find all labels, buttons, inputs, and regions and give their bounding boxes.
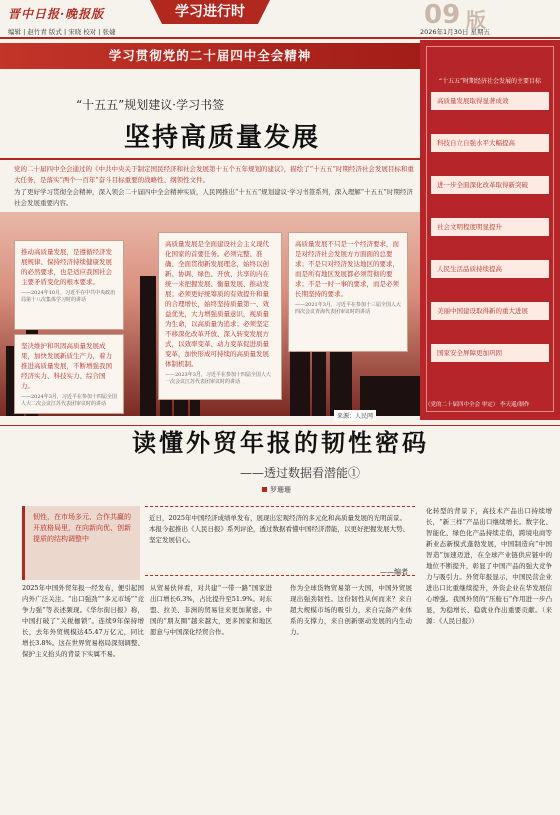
quote-card [288, 232, 408, 352]
sidebar-item: 高质量发展取得显著成效 [431, 92, 549, 110]
sidebar-item: 美丽中国建设取得新的重大进展 [431, 302, 549, 320]
skyline-photo [0, 212, 420, 416]
paper-name: 晋中日报·晚报版 [8, 7, 105, 21]
building-silhouette [140, 276, 156, 416]
quote-card-text: 高质量发展不只是一个经济要求，而是对经济社会发展方方面面的总要求；不是只对经济发达地区的要求，而是所有地区发展都必须贯彻的要求；不是一时一事的要求，而是必须长期坚持的要求。 [295, 240, 399, 298]
banner-text: 学习贯彻党的二十届四中全会精神 [108, 48, 312, 63]
intro-text: 党的二十届四中全会通过的《中共中央关于制定国民经济和社会发展第十五个五年规划的建议》，描绘了“十五五”时期经济社会发展目标和重大任务，是落实“两个一百年”奋斗目标重要的战略性、纲领性文件。 [14, 165, 414, 184]
sidebar-item: 科技自立自强水平大幅提高 [431, 134, 549, 152]
quote-card-text: 推动高质量发展，是遵循经济发展规律、保持经济持续健康发展的必然要求，也是适应我国社会主要矛盾变化的根本要求。 [21, 248, 112, 286]
body-column: 作为全球货物贸易第一大国，中国外贸展现出强劲韧性。这份韧性从何而来？来自超大规模市场的吸引力，来自完备产业体系的支撑力，来自创新驱动发展的内生动力。 [290, 584, 412, 636]
editor-signature: ——编者 [380, 568, 408, 576]
sidebar-caption: （党的二十届四中全会 审定） 李天遥/制作 [425, 402, 530, 408]
sidebar-heading: “十五五”时期经济社会发展的主要目标 [438, 78, 542, 85]
quote-card-text: 高质量发展是全面建设社会主义现代化国家的首要任务。必须完整、准确、全面贯彻新发展理念，始终以创新、协调、绿色、开放、共享的内在统一来把握发展、衡量发展、推动发展；必须更好统筹质的有效提升和量的合理增长，始终坚持质量第一、效益优先，大力增强质量意识，视质量为生命，以高质量为追求；必须坚定不移深化改革开放、深入转变发展方式，以效率变革、动力变革促进质量变革，加快形成可持续的高质量发展体制机制。 [165, 240, 269, 368]
editor-note: 近日，2025年中国经济成绩单发布，展现出宏观经济的多元化和高质量发展的光明前景。本报今起推出《人民日报》系列评论，透过数据看懂中国经济潜能，以更好把握发展大势、坚定发展信心。 [145, 506, 415, 576]
section-tab[interactable]: 学习进行时 [162, 0, 258, 24]
quote-card [14, 334, 124, 414]
quote-card-source: ——2023年3月，习近平在参加十四届全国人大一次会议江苏代表团审议时的讲话 [165, 372, 271, 385]
article2-subtitle: ——透过数据看潜能① [240, 466, 361, 480]
quote-card-source: ——2024年3月，习近平在参加十四届全国人大二次会议江苏代表团审议时的讲话 [21, 394, 117, 407]
quote-card-source: ——2021年3月，习近平在参加十三届全国人大四次会议青海代表团审议时的讲话 [295, 302, 401, 315]
page-number: 09 [424, 0, 461, 30]
article-title[interactable]: 坚持高质量发展 [124, 123, 321, 153]
body-column: 从贸易伙伴看，对共建“一带一路”国家进出口增长6.3%，占比提升至51.9%。对东盟、拉美、非洲的贸易往来更加紧密。中国的“朋友圈”越来越大，更多国家和地区愿意与中国深化经贸合作。 [150, 584, 272, 636]
edition-label: 版 [466, 8, 486, 32]
article2-title[interactable]: 读懂外贸年报的韧性密码 [132, 428, 429, 457]
intro-text-secondary: 为了更好学习贯彻全会精神，深入领会二十届四中全会精神实质，人民网推出“十五五”规划建议·学习书签系列，深入理解“十五五”时期经济社会发展重要内容。 [14, 188, 413, 207]
sidebar-item: 人民生活品质持续提高 [431, 260, 549, 278]
quote-card [158, 232, 282, 400]
masthead-divider [0, 37, 560, 39]
quote-card-text: 坚决维护和巩固高质量发展成果，加快发展新质生产力，着力推进高质量发展，不断增强我国经济实力、科技实力、综合国力。 [21, 342, 112, 390]
topic-banner [0, 43, 420, 69]
date-line: 2026年1月30日 星期五 [420, 28, 491, 36]
byline: 罗珊珊 [262, 485, 291, 495]
photo-caption: 来源：人民网 [334, 410, 376, 421]
credits: 编辑 | 赵竹青 版式 | 宋晓 校对 | 张婕 [8, 28, 116, 36]
body-column-right: 化转型的背景下，高技术产品出口持续增长，“新三样”产品出口继续增长。数字化、智能化、绿色化产品持续走俏，跨境电商等新业态新模式蓬勃发展，中国制造向“中国智造”加速迈进，在全球产业链供应链中的地位不断提升，彰显了中国产品的强大竞争力与吸引力。外贸年报显示，中国民营企业进出口比重继续提升，外资企业在华发展信心增强。我国外贸的“压舱石”作用进一步凸显，为稳增长、稳就业作出重要贡献。（来源：《人民日报》） [426, 507, 552, 625]
body-column: 2025年中国外贸年报一经发布，便引起国内外广泛关注。“出口强劲”“多元市场”“竞争力强”等表述频现。《华尔街日报》称，中国打破了“关税枷锁”。连续9年保持增长，去年外贸规模达45.47万亿元，同比增长3.8%。这在世界贸易格局深刻调整、保护主义抬头的背景下实属不易。 [22, 584, 144, 658]
series-label: “十五五”规划建议·学习书签 [76, 98, 225, 112]
sidebar-item: 社会文明程度明显提升 [431, 218, 549, 236]
pull-quote: 韧性，在市场多元、合作共赢的开放格局里，在向新向优、创新提质的结构调整中 [22, 506, 140, 580]
quote-card [14, 240, 124, 330]
sidebar-item: 进一步全面深化改革取得新突破 [431, 176, 549, 194]
sidebar-item: 国家安全屏障更加巩固 [431, 344, 549, 362]
quote-card-source: ——2024年10月，习近平在中共中央政治局第十八次集体学习时的讲话 [21, 290, 116, 303]
